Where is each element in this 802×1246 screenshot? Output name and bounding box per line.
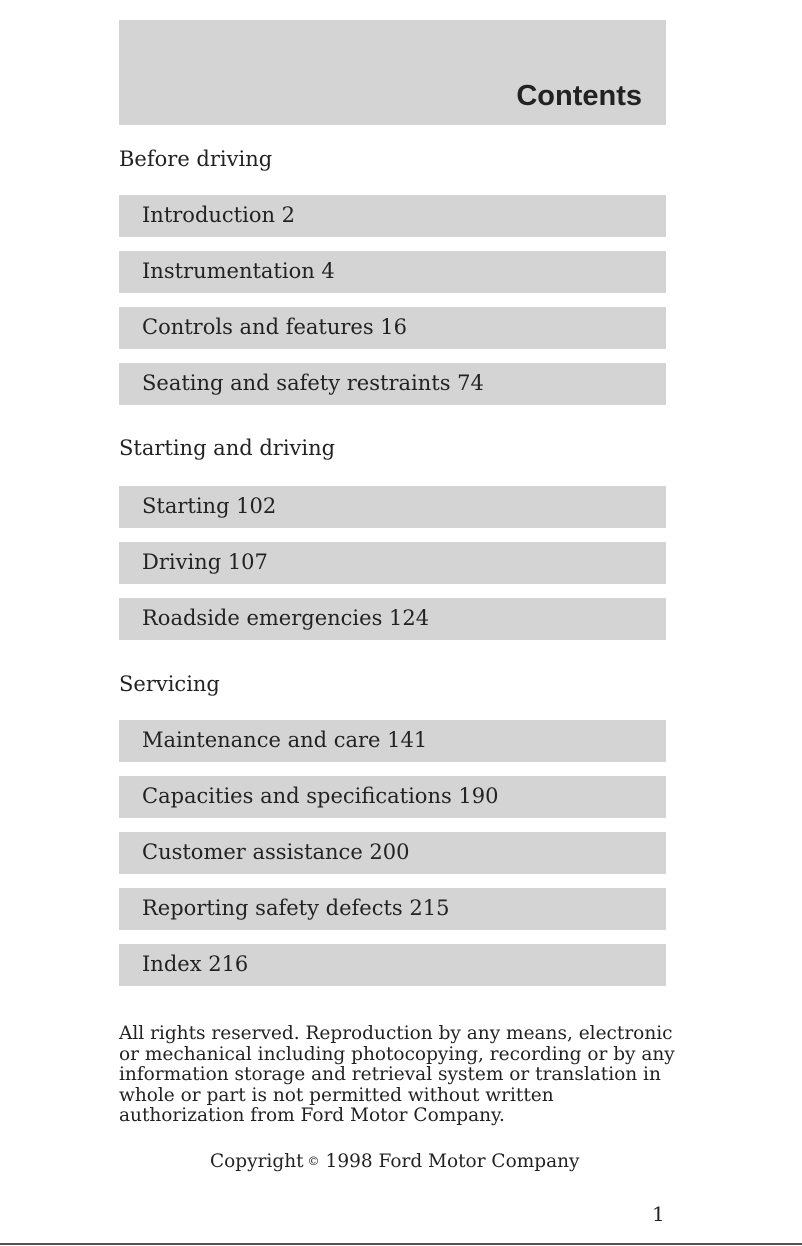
legal-notice (119, 1024, 679, 1127)
toc-entry-driving[interactable] (119, 542, 666, 584)
legal-notice-line: or mechanical including photocopying, recording or by any (119, 1043, 675, 1065)
legal-notice-line: All rights reserved. Reproduction by any means, electronic (119, 1023, 673, 1044)
toc-entry-seating-and-safety-restraints[interactable] (119, 363, 666, 405)
legal-notice-line: information storage and retrieval system or translation in (119, 1064, 661, 1085)
toc-entry-label: Controls and features 16 (142, 315, 408, 339)
toc-entry-label: Driving 107 (142, 550, 268, 574)
toc-entry-maintenance-and-care[interactable] (119, 720, 666, 762)
toc-entry-label: Customer assistance 200 (142, 840, 410, 864)
toc-entry-controls-and-features[interactable] (119, 307, 666, 349)
copyright-text: 1998 Ford Motor Company (325, 1151, 580, 1172)
toc-entry-label: Reporting safety defects 215 (142, 896, 450, 920)
section-heading-servicing: Servicing (119, 672, 220, 696)
toc-entry-label: Roadside emergencies 124 (142, 606, 430, 630)
toc-entry-label: Instrumentation 4 (142, 259, 335, 283)
page-number: 1 (652, 1202, 665, 1226)
copyright-prefix: Copyright (210, 1151, 304, 1172)
toc-entry-label: Introduction 2 (142, 203, 296, 227)
toc-entry-introduction[interactable] (119, 195, 666, 237)
contents-header-band (119, 20, 666, 125)
toc-entry-customer-assistance[interactable] (119, 832, 666, 874)
copyright-line (210, 1153, 580, 1172)
toc-entry-label: Starting 102 (142, 494, 277, 518)
toc-entry-label: Index 216 (142, 952, 249, 976)
copyright-symbol: © (307, 1154, 320, 1168)
page-bottom-rule (0, 1243, 802, 1245)
toc-entry-label: Seating and safety restraints 74 (142, 371, 484, 395)
toc-entry-reporting-safety-defects[interactable] (119, 888, 666, 930)
toc-entry-starting[interactable] (119, 486, 666, 528)
page-title: Contents (516, 80, 642, 112)
toc-entry-label: Capacities and specifications 190 (142, 784, 499, 808)
toc-entry-capacities-and-specifications[interactable] (119, 776, 666, 818)
section-heading-before-driving: Before driving (119, 147, 273, 171)
toc-entry-roadside-emergencies[interactable] (119, 598, 666, 640)
toc-entry-index[interactable] (119, 944, 666, 986)
legal-notice-line: whole or part is not permitted without written (119, 1084, 554, 1106)
legal-notice-line: authorization from Ford Motor Company. (119, 1105, 505, 1126)
toc-entry-instrumentation[interactable] (119, 251, 666, 293)
toc-entry-label: Maintenance and care 141 (142, 728, 428, 752)
section-heading-starting-and-driving: Starting and driving (119, 436, 336, 460)
